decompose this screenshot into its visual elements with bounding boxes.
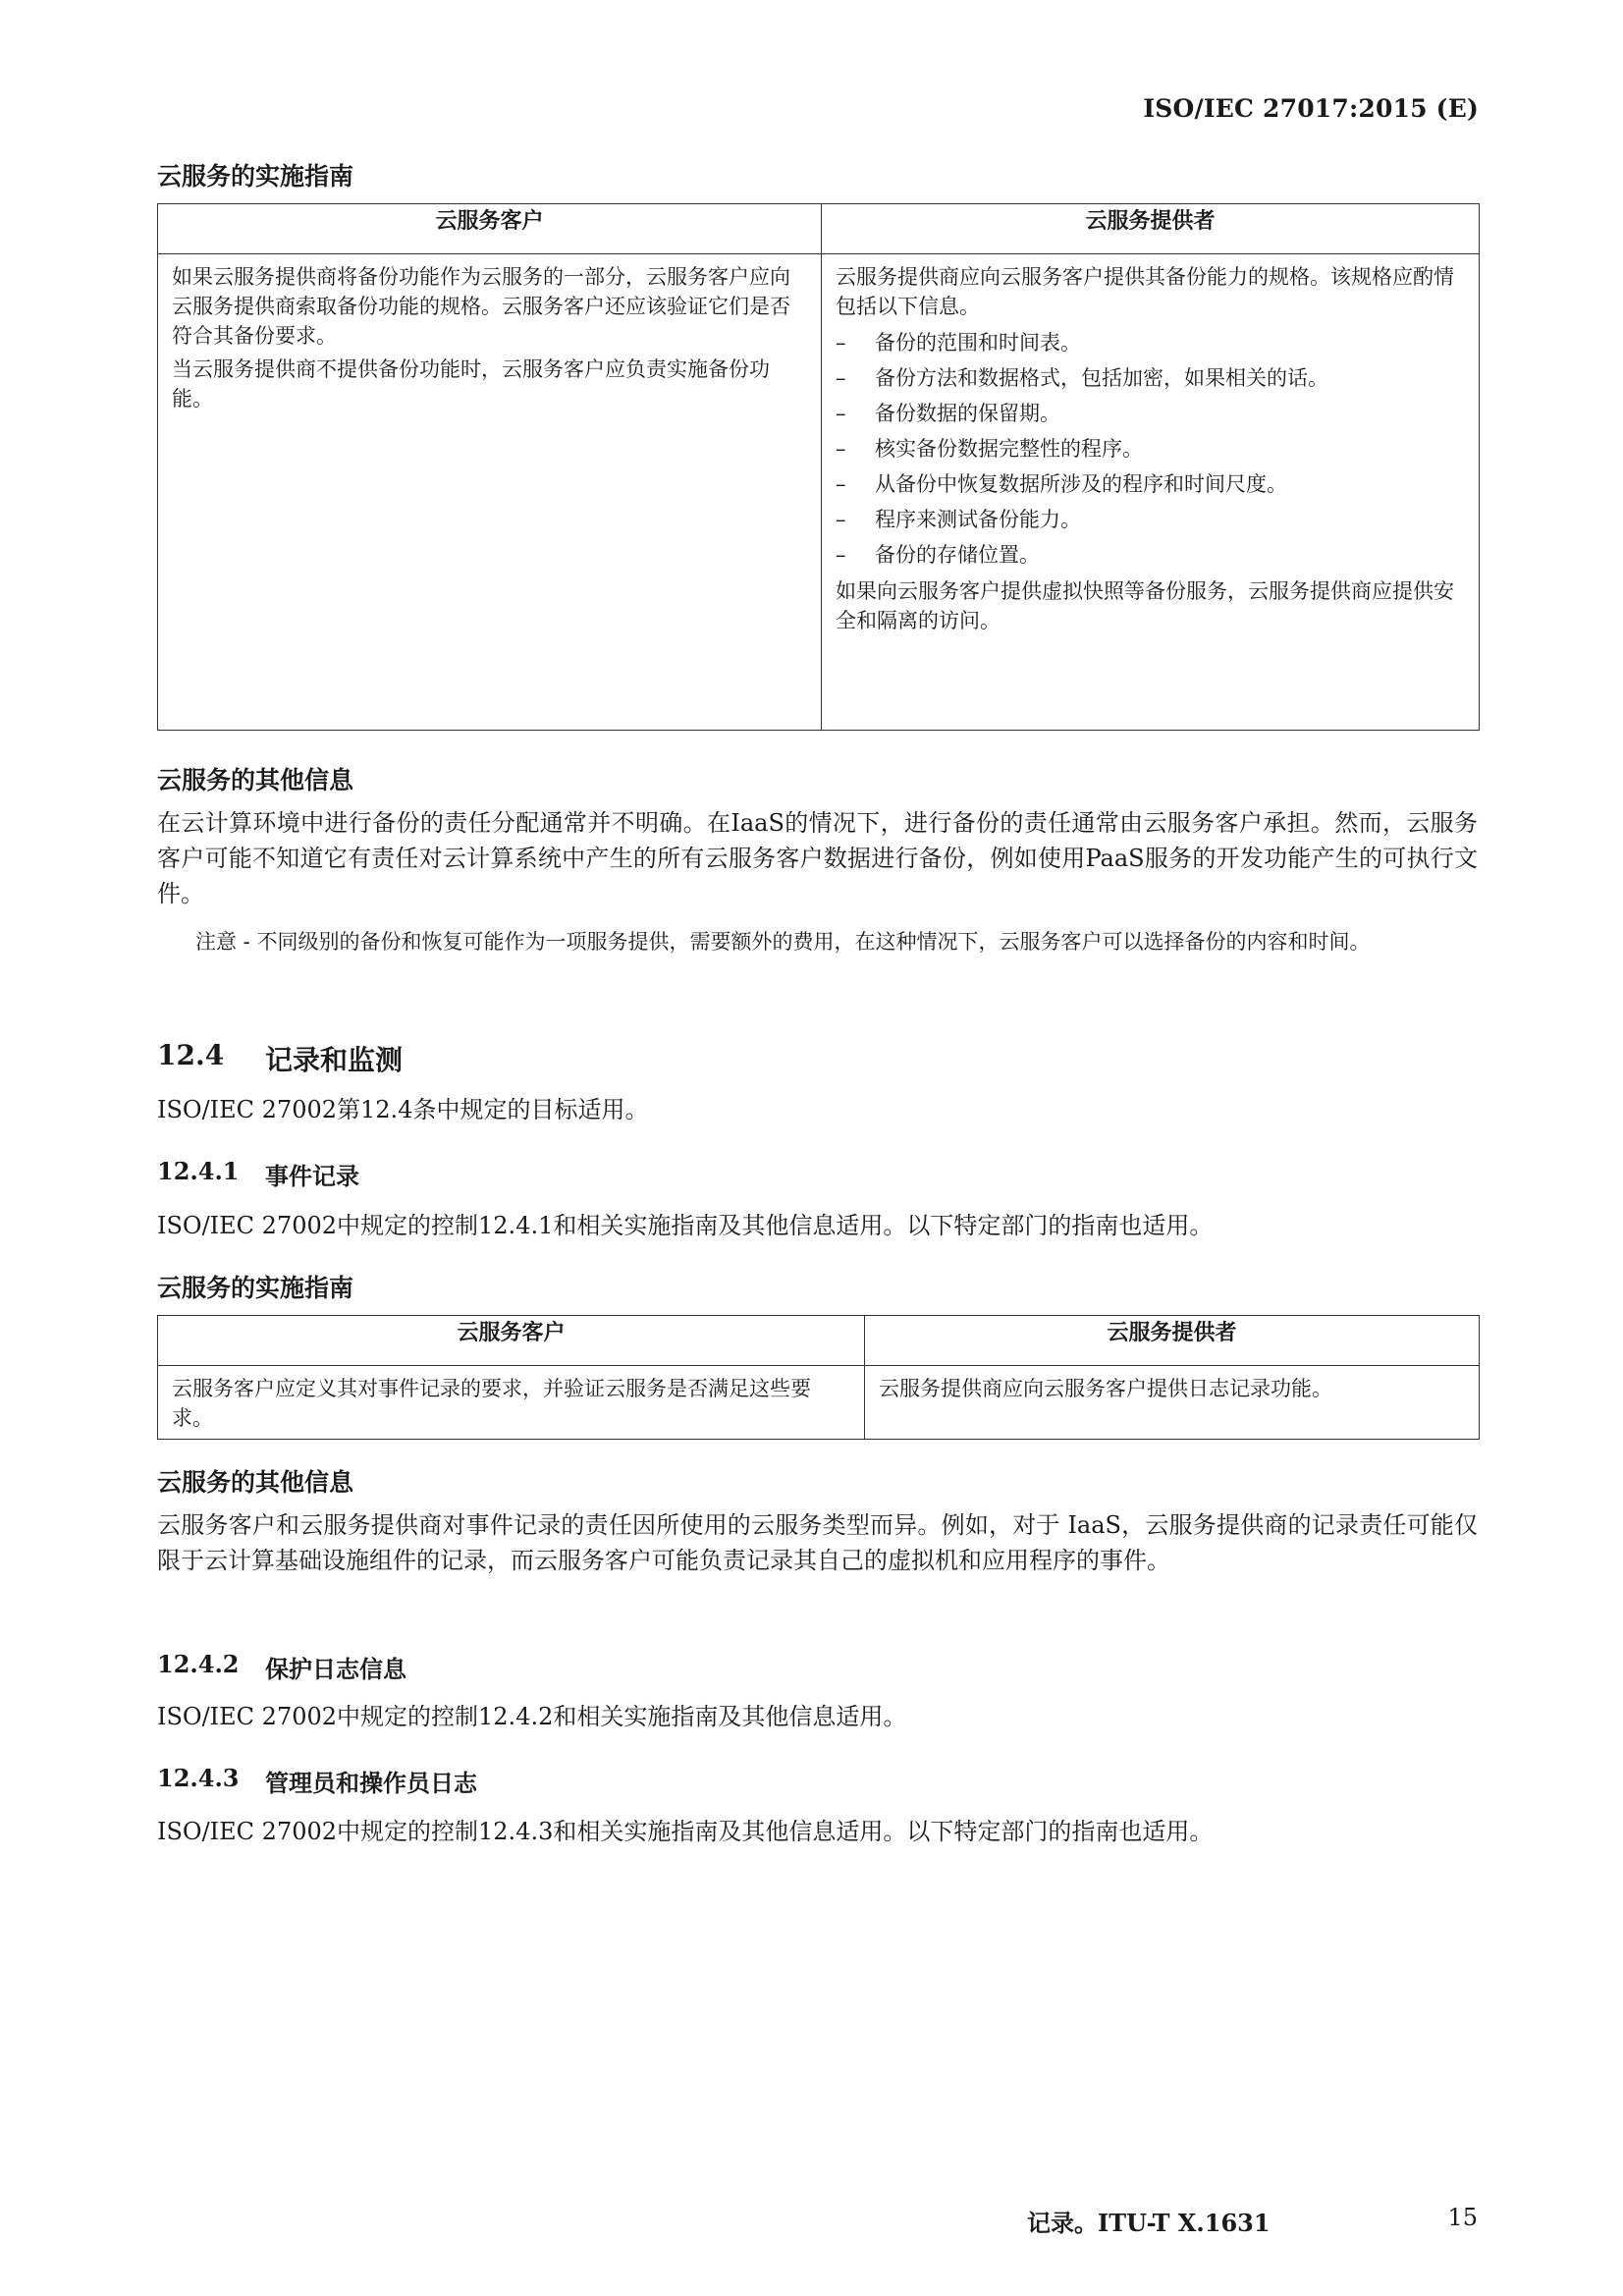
- provider-guidance-cell: 云服务提供商应向云服务客户提供日志记录功能。: [865, 1366, 1480, 1440]
- dash-bullet: –: [836, 472, 846, 496]
- table-row: [158, 254, 1480, 731]
- dash-bullet: –: [836, 331, 846, 355]
- note-text: 注意 - 不同级别的备份和恢复可能作为一项服务提供，需要额外的费用，在这种情况下，云服务客户可以选择备份的内容和时间。: [195, 930, 1371, 954]
- dash-bullet: –: [836, 366, 846, 390]
- table-header-row: [158, 1316, 1480, 1366]
- table-header-row: [158, 204, 1480, 254]
- section-title: 事件记录: [265, 1162, 359, 1190]
- column-header-customer: 云服务客户: [158, 1316, 865, 1366]
- dash-bullet: –: [836, 508, 846, 531]
- other-information-heading: 云服务的其他信息: [157, 766, 354, 794]
- section-12-4-3-text: ISO/IEC 27002中规定的控制12.4.3和相关实施指南及其他信息适用。以下特定部门的指南也适用。: [157, 1818, 1214, 1845]
- section-title: 记录和监测: [265, 1044, 404, 1076]
- document-id-header: ISO/IEC 27017:2015 (E): [1143, 94, 1479, 123]
- footer-recommendation-title: 记录。ITU-T X.1631: [1027, 2209, 1271, 2237]
- customer-guidance-cell: 云服务客户应定义其对事件记录的要求，并验证云服务是否满足这些要求。: [158, 1366, 865, 1440]
- customer-paragraph: 当云服务提供商不提供备份功能时，云服务客户应负责实施备份功能。: [172, 357, 770, 410]
- section-number: 12.4: [157, 1039, 225, 1071]
- event-logging-guidance-table: [157, 1315, 1480, 1440]
- backup-guidance-table: [157, 203, 1480, 731]
- provider-outro: 如果向云服务客户提供虚拟快照等备份服务，云服务提供商应提供安全和隔离的访问。: [836, 579, 1454, 632]
- section-12-4-2-text: ISO/IEC 27002中规定的控制12.4.2和相关实施指南及其他信息适用。: [157, 1703, 907, 1730]
- list-item: – 备份方法和数据格式，包括加密，如果相关的话。: [836, 360, 1465, 396]
- dash-bullet: –: [836, 402, 846, 425]
- customer-guidance-cell: [158, 254, 822, 731]
- customer-paragraph: 如果云服务提供商将备份功能作为云服务的一部分，云服务客户应向云服务提供商索取备份功能的规格。云服务客户还应该验证它们是否符合其备份要求。: [172, 265, 790, 348]
- column-header-provider: 云服务提供者: [822, 204, 1480, 254]
- implementation-guidance-heading: 云服务的实施指南: [157, 162, 354, 191]
- section-12-4-text: ISO/IEC 27002第12.4条中规定的目标适用。: [157, 1096, 649, 1123]
- column-header-provider: 云服务提供者: [865, 1316, 1480, 1366]
- section-number: 12.4.1: [157, 1157, 240, 1185]
- list-item: – 核实备份数据完整性的程序。: [836, 431, 1465, 466]
- provider-requirements-list: [836, 325, 1465, 573]
- provider-guidance-cell: [822, 254, 1480, 731]
- section-12-4-1-text: ISO/IEC 27002中规定的控制12.4.1和相关实施指南及其他信息适用。以下特定部门的指南也适用。: [157, 1212, 1214, 1239]
- dash-bullet: –: [836, 437, 846, 461]
- dash-bullet: –: [836, 543, 846, 567]
- other-information-text: 在云计算环境中进行备份的责任分配通常并不明确。在IaaS的情况下，进行备份的责任通常由云服务客户承担。然而，云服务客户可能不知道它有责任对云计算系统中产生的所有云服务客户数据进行备份，例如使用PaaS服务的开发功能产生的可执行文件。: [157, 809, 1478, 907]
- list-item: – 备份的存储位置。: [836, 537, 1465, 573]
- page-number: 15: [1447, 2204, 1478, 2231]
- implementation-guidance-heading: 云服务的实施指南: [157, 1274, 354, 1302]
- list-item: – 备份数据的保留期。: [836, 396, 1465, 431]
- list-item: – 备份的范围和时间表。: [836, 325, 1465, 360]
- other-information-text: 云服务客户和云服务提供商对事件记录的责任因所使用的云服务类型而异。例如，对于 IaaS，云服务提供商的记录责任可能仅限于云计算基础设施组件的记录，而云服务客户可能负责记录其自己的虚拟机和应用程序的事件。: [157, 1511, 1478, 1574]
- section-number: 12.4.2: [157, 1650, 240, 1678]
- list-item: – 从备份中恢复数据所涉及的程序和时间尺度。: [836, 466, 1465, 502]
- table-row: [158, 1366, 1480, 1440]
- other-information-heading: 云服务的其他信息: [157, 1468, 354, 1497]
- list-item: – 程序来测试备份能力。: [836, 502, 1465, 537]
- provider-intro: 云服务提供商应向云服务客户提供其备份能力的规格。该规格应酌情包括以下信息。: [836, 265, 1454, 318]
- section-title: 管理员和操作员日志: [265, 1769, 477, 1797]
- section-title: 保护日志信息: [265, 1655, 406, 1683]
- section-number: 12.4.3: [157, 1764, 240, 1792]
- column-header-customer: 云服务客户: [158, 204, 822, 254]
